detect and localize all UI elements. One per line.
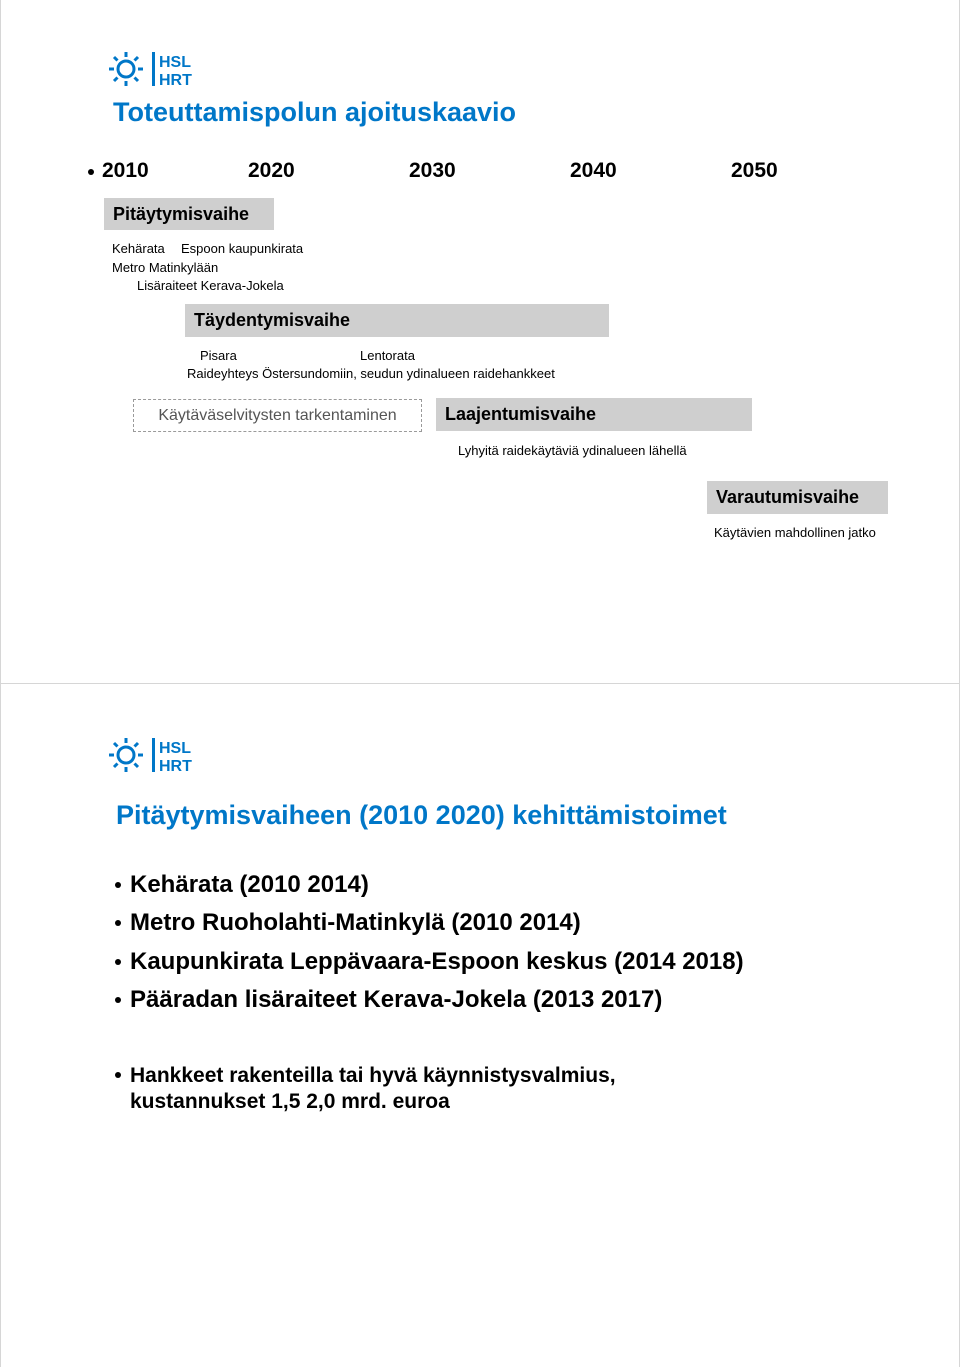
bullet-dot-icon <box>115 997 121 1003</box>
summary-line: Hankkeet rakenteilla tai hyvä käynnistysvalmius, <box>130 1064 616 1087</box>
sun-logo-icon <box>109 738 143 772</box>
phase-label: Täydentymisvaihe <box>194 310 351 330</box>
list-item: Kehärata (2010 2014) <box>130 871 369 898</box>
logo-text-hrt: HRT <box>159 758 192 774</box>
list-item: Pääradan lisäraiteet Kerava-Jokela (2013 2017) <box>130 986 663 1013</box>
bullet-dot-icon <box>115 882 121 888</box>
bullet-dot-icon <box>115 920 121 926</box>
phase-label: Laajentumisvaihe <box>445 404 597 424</box>
year-label: 2010 <box>102 159 149 182</box>
logo-text-hsl: HSL <box>159 740 191 757</box>
phase-label: Pitäytymisvaihe <box>113 203 250 224</box>
hsl-logo <box>107 736 203 774</box>
phase-pitaytymis <box>104 198 274 230</box>
bullet-dot-icon <box>88 169 94 175</box>
phase-laajentumis <box>436 398 752 431</box>
phase-item: Espoon kaupunkirata <box>181 241 304 256</box>
year-label: 2030 <box>409 159 456 182</box>
corridor-study-box <box>133 399 422 432</box>
phase-item: Lyhyitä raidekäytäviä ydinalueen lähellä <box>458 443 687 458</box>
logo-text-hsl: HSL <box>159 54 191 71</box>
phase-item: Lentorata <box>360 348 415 363</box>
corridor-study-label: Käytäväselvitysten tarkentaminen <box>158 406 397 424</box>
phase-item: Pisara <box>200 348 237 363</box>
list-item: Metro Ruoholahti-Matinkylä (2010 2014) <box>130 909 581 936</box>
bullet-dot-icon <box>115 1072 121 1078</box>
slide-title: Toteuttamispolun ajoituskaavio <box>113 97 517 127</box>
phase-varautumis <box>707 481 888 514</box>
sun-logo-icon <box>109 52 143 86</box>
year-label: 2040 <box>570 159 617 182</box>
summary-line: kustannukset 1,5 2,0 mrd. euroa <box>130 1090 450 1113</box>
phase-item: Metro Matinkylään <box>112 260 219 275</box>
phase-item: Lisäraiteet Kerava-Jokela <box>137 278 284 293</box>
phase-item: Kehärata <box>112 241 165 256</box>
year-label: 2050 <box>731 159 778 182</box>
phase-item: Käytävien mahdollinen jatko <box>714 525 876 540</box>
phase-taydentymis <box>185 304 609 337</box>
bullet-dot-icon <box>115 959 121 965</box>
phase-item: Raideyhteys Östersundomiin, seudun ydinalueen raidehankkeet <box>187 366 555 381</box>
year-label: 2020 <box>248 159 295 182</box>
slide-actions <box>0 683 960 1367</box>
phase-label: Varautumisvaihe <box>716 487 860 507</box>
list-item: Kaupunkirata Leppävaara-Espoon keskus (2014 2018) <box>130 948 744 975</box>
logo-text-hrt: HRT <box>159 72 192 88</box>
slide-title: Pitäytymisvaiheen (2010 2020) kehittämistoimet <box>116 800 727 830</box>
hsl-logo <box>107 50 203 88</box>
